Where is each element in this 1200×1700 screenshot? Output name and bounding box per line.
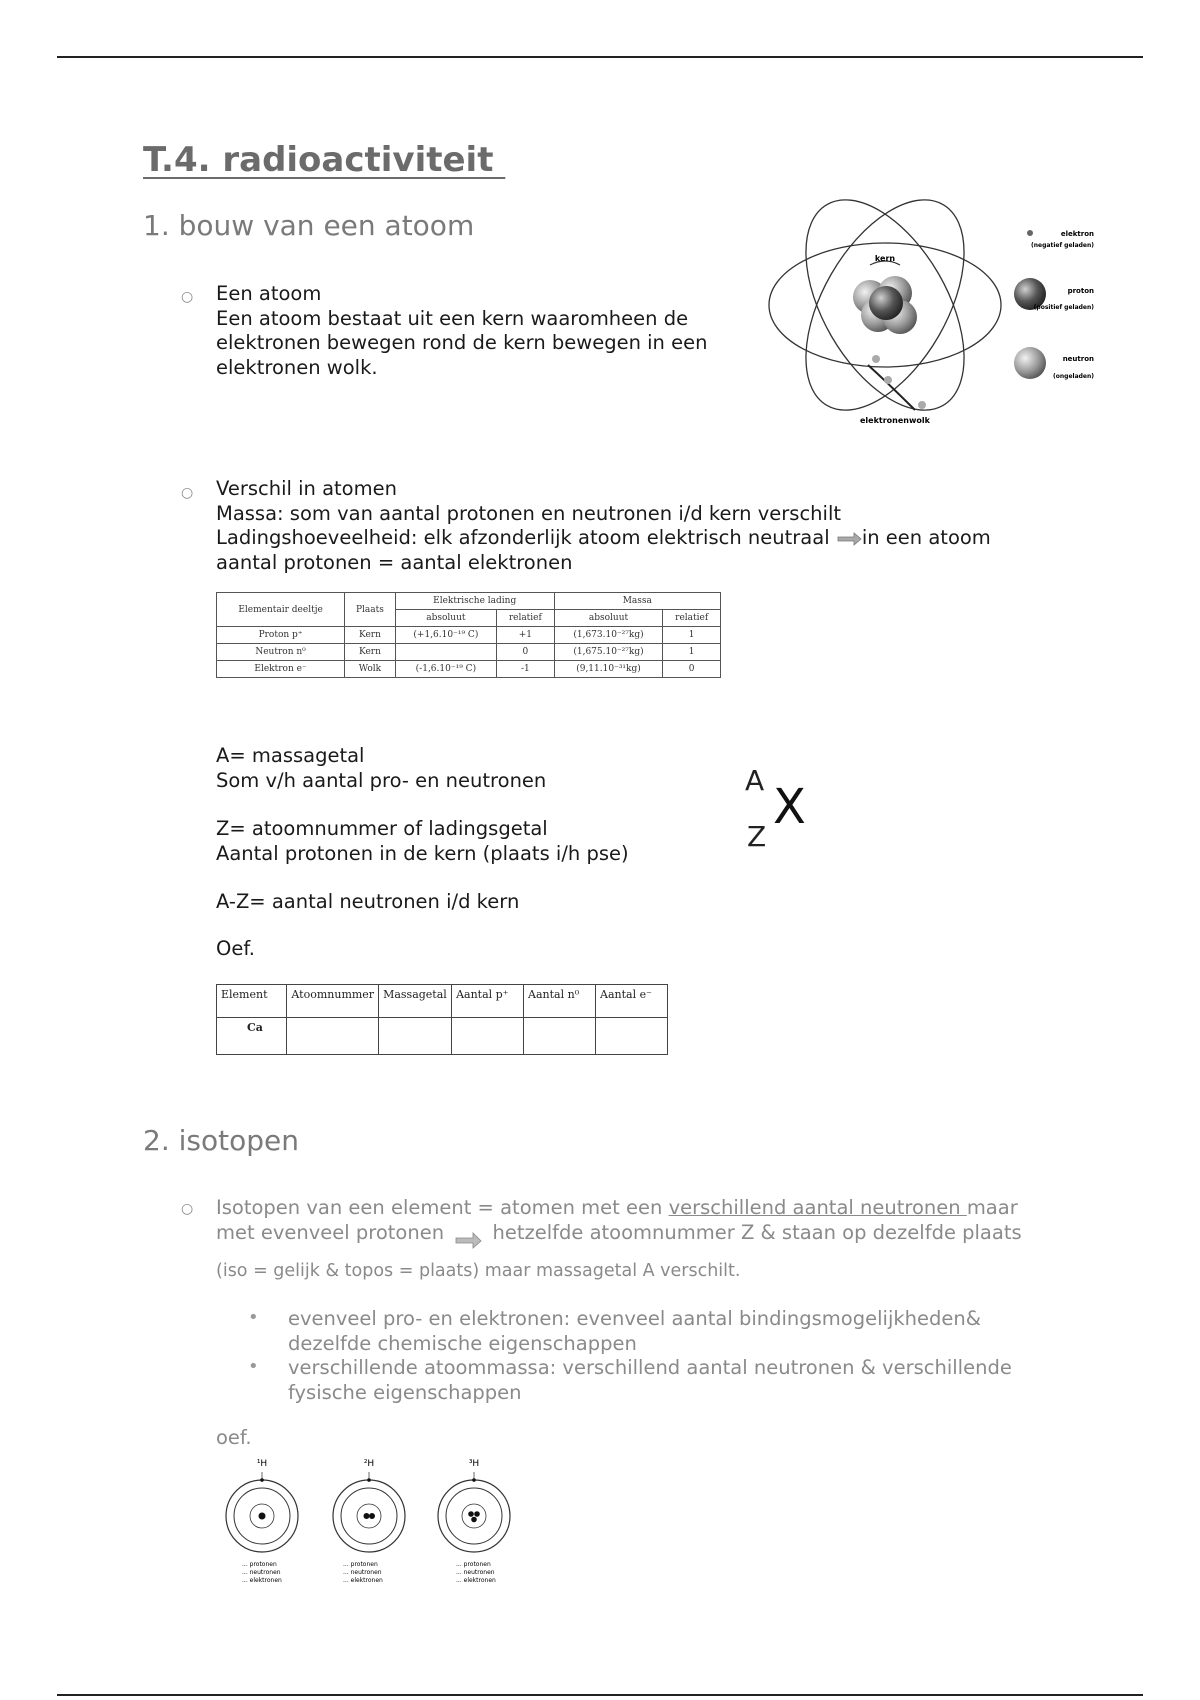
table-subheader: relatief xyxy=(663,610,721,627)
isotope-label: ... elektronen xyxy=(456,1577,496,1584)
table-cell: (+1,6.10⁻¹⁹ C) xyxy=(395,627,496,644)
legend-electron-symbol xyxy=(1027,230,1033,236)
table-cell: Kern xyxy=(345,627,396,644)
table-header: Atoomnummer xyxy=(287,985,379,1018)
isotope-diagram xyxy=(333,1459,405,1584)
table-cell: 0 xyxy=(663,661,721,678)
nucleus xyxy=(853,276,917,334)
table-header: Elektrische lading xyxy=(395,593,554,610)
isotope-symbol: ²H xyxy=(363,1459,375,1469)
atomic-number-desc: Aantal protonen in de kern (plaats i/h pse) xyxy=(216,841,629,865)
table-header: Element xyxy=(217,985,287,1018)
notation-mass-number: A xyxy=(745,764,765,797)
table-cell xyxy=(287,1018,379,1055)
bullet-verschil-line: aantal protonen = aantal elektronen xyxy=(216,550,573,574)
nucleon xyxy=(869,286,903,320)
table-cell: 0 xyxy=(497,644,555,661)
table-cell: Ca xyxy=(217,1018,287,1055)
top-rule xyxy=(57,56,1143,58)
exercise-table xyxy=(216,984,668,1055)
list-item xyxy=(248,1307,1012,1356)
exercise-label: Oef. xyxy=(216,936,255,960)
legend-proton-name: proton xyxy=(1067,287,1094,295)
table-cell: -1 xyxy=(497,661,555,678)
bullet-verschil-text: Ladingshoeveelheid: elk afzonderlijk atoom elektrisch neutraal xyxy=(216,526,830,549)
isotope-label: ... protonen xyxy=(456,1561,491,1568)
table-cell: Kern xyxy=(345,644,396,661)
list-item-line: evenveel pro- en elektronen: evenveel aantal bindingsmogelijkheden& xyxy=(288,1307,981,1330)
particle-table xyxy=(216,592,721,678)
table-cell: +1 xyxy=(497,627,555,644)
implies-arrow-icon xyxy=(454,1229,482,1249)
cloud-label: elektronenwolk xyxy=(860,416,930,425)
table-cell: Elektron e⁻ xyxy=(217,661,345,678)
electron xyxy=(872,355,880,363)
legend-electron-charge: (negatief geladen) xyxy=(1031,242,1094,249)
table-row xyxy=(217,661,721,678)
table-row xyxy=(217,1018,668,1055)
atom-diagram xyxy=(760,185,1115,425)
table-header: Aantal p⁺ xyxy=(452,985,524,1018)
table-cell: Proton p⁺ xyxy=(217,627,345,644)
table-header: Aantal e⁻ xyxy=(596,985,668,1018)
bullet-verschil xyxy=(216,477,991,575)
section-2-heading: 2. isotopen xyxy=(143,1124,299,1157)
table-header-row xyxy=(217,985,668,1018)
isotopen-line: (iso = gelijk & topos = plaats) maar massagetal A verschilt. xyxy=(216,1260,741,1281)
kern-label: kern xyxy=(874,254,896,263)
table-cell: Neutron n⁰ xyxy=(217,644,345,661)
neutron xyxy=(369,1513,375,1519)
isotopen-text: met evenveel protonen xyxy=(216,1220,445,1244)
bullet-isotopen xyxy=(216,1196,1022,1283)
list-item xyxy=(248,1356,1012,1405)
bottom-rule xyxy=(57,1694,1143,1696)
isotopen-text: Isotopen van een element = atomen met een xyxy=(216,1196,669,1219)
notation-element-symbol: X xyxy=(773,779,806,835)
table-cell xyxy=(395,644,496,661)
table-header: Elementair deeltje xyxy=(217,593,345,627)
isotope-subbullets xyxy=(248,1307,1012,1405)
orbit xyxy=(446,1488,502,1544)
section-1-heading: 1. bouw van een atoom xyxy=(143,209,475,242)
table-cell: (-1,6.10⁻¹⁹ C) xyxy=(395,661,496,678)
proton xyxy=(468,1511,474,1517)
mass-number-desc: Som v/h aantal pro- en neutronen xyxy=(216,768,547,792)
definitions xyxy=(216,744,629,961)
table-cell: 1 xyxy=(663,627,721,644)
isotope-label: ... protonen xyxy=(343,1561,378,1568)
list-item-line: dezelfde chemische eigenschappen xyxy=(288,1331,637,1355)
electron xyxy=(472,1478,476,1482)
table-row xyxy=(217,644,721,661)
isotope-label: ... protonen xyxy=(242,1561,277,1568)
electron xyxy=(918,401,926,409)
isotope-label: ... elektronen xyxy=(343,1577,383,1584)
bullet-verschil-line xyxy=(216,526,991,551)
electron xyxy=(367,1478,371,1482)
isotope-diagrams xyxy=(216,1452,526,1592)
orbit xyxy=(438,1480,510,1552)
table-row xyxy=(217,627,721,644)
isotope-label: ... neutronen xyxy=(242,1569,281,1576)
circle-bullet-icon: ○ xyxy=(181,289,194,305)
nucleus xyxy=(462,1504,486,1528)
table-cell: Wolk xyxy=(345,661,396,678)
isotopen-text: hetzelfde atoomnummer Z & staan op dezelfde plaats xyxy=(492,1220,1022,1244)
proton xyxy=(364,1513,370,1519)
isotope-label: ... neutronen xyxy=(343,1569,382,1576)
neutron xyxy=(471,1517,477,1523)
circle-bullet-icon: ○ xyxy=(181,1201,194,1217)
electron xyxy=(260,1478,264,1482)
isotope-symbol: ³H xyxy=(468,1459,480,1469)
isotope-diagram xyxy=(438,1459,510,1584)
table-header: Aantal n⁰ xyxy=(524,985,596,1018)
bullet-atoom-line: elektronen bewegen rond de kern bewegen in een xyxy=(216,331,708,354)
bullet-dot-icon: • xyxy=(248,1356,259,1377)
table-cell xyxy=(452,1018,524,1055)
isotopen-underlined: verschillend aantal neutronen xyxy=(668,1196,967,1219)
bullet-verschil-line: Massa: som van aantal protonen en neutronen i/d kern verschilt xyxy=(216,501,842,525)
notation-atomic-number: Z xyxy=(747,820,767,853)
electron xyxy=(884,376,892,384)
neutron-count-formula: A-Z= aantal neutronen i/d kern xyxy=(216,890,520,913)
isotopen-line xyxy=(216,1196,1022,1221)
bullet-verschil-text: in een atoom xyxy=(861,526,991,549)
table-cell: (1,673.10⁻²⁷kg) xyxy=(554,627,663,644)
isotope-symbol: ¹H xyxy=(256,1459,268,1469)
proton xyxy=(259,1513,266,1520)
bullet-atoom-line: elektronen wolk. xyxy=(216,355,378,379)
table-cell xyxy=(379,1018,452,1055)
table-cell: 1 xyxy=(663,644,721,661)
legend-neutron-charge: (ongeladen) xyxy=(1053,373,1094,380)
isotope-label: ... elektronen xyxy=(242,1577,282,1584)
circle-bullet-icon: ○ xyxy=(181,485,194,501)
list-item-line: verschillende atoommassa: verschillend aantal neutronen & verschillende xyxy=(288,1356,1012,1379)
isotope-diagram xyxy=(226,1459,298,1584)
legend-proton-charge: (positief geladen) xyxy=(1033,304,1094,311)
page-title: T.4. radioactiviteit xyxy=(143,140,506,180)
isotope-exercise-label: oef. xyxy=(216,1426,252,1449)
table-header: Massagetal xyxy=(379,985,452,1018)
table-cell: (9,11.10⁻³¹kg) xyxy=(554,661,663,678)
table-subheader: absoluut xyxy=(395,610,496,627)
legend-electron-name: elektron xyxy=(1060,230,1094,238)
list-item-line: fysische eigenschappen xyxy=(288,1380,522,1404)
isotope-label: ... neutronen xyxy=(456,1569,495,1576)
atomic-number-label: Z= atoomnummer of ladingsgetal xyxy=(216,817,548,840)
legend-neutron-symbol xyxy=(1014,347,1046,379)
table-cell xyxy=(596,1018,668,1055)
bullet-dot-icon: • xyxy=(248,1307,259,1328)
implies-arrow-icon xyxy=(836,532,862,546)
mass-number-label: A= massagetal xyxy=(216,744,365,767)
legend-neutron-name: neutron xyxy=(1062,355,1094,363)
bullet-atoom-line: Een atoom bestaat uit een kern waaromheen de xyxy=(216,306,689,330)
table-header: Massa xyxy=(554,593,720,610)
bullet-verschil-heading: Verschil in atomen xyxy=(216,477,397,500)
table-cell xyxy=(524,1018,596,1055)
table-cell: (1,675.10⁻²⁷kg) xyxy=(554,644,663,661)
table-subheader: absoluut xyxy=(554,610,663,627)
electron-cloud-line xyxy=(868,365,915,410)
isotopen-text: maar xyxy=(966,1196,1018,1219)
neutron xyxy=(474,1511,480,1517)
isotopen-line xyxy=(216,1221,1022,1249)
bullet-atoom xyxy=(216,282,707,380)
table-header: Plaats xyxy=(345,593,396,627)
table-subheader: relatief xyxy=(497,610,555,627)
bullet-atoom-heading: Een atoom xyxy=(216,282,322,305)
